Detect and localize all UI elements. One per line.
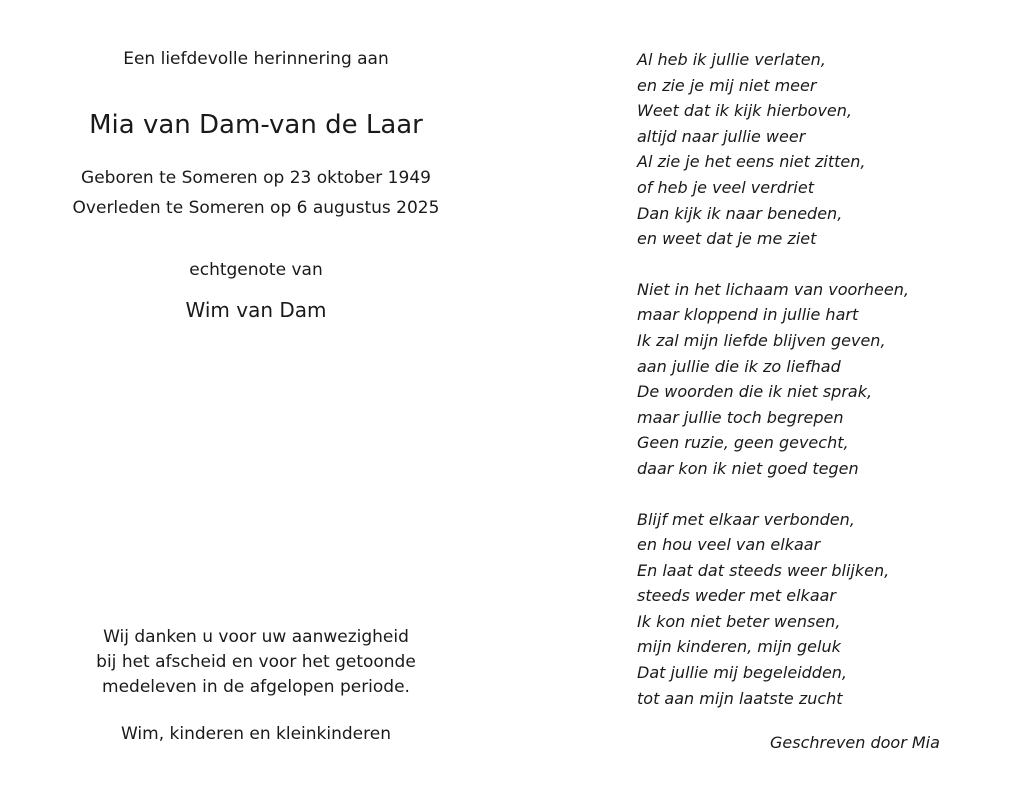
- poem-line: tot aan mijn laatste zucht: [637, 688, 843, 708]
- birth-line: Geboren te Someren op 23 oktober 1949: [81, 168, 431, 188]
- poem-line: Al heb ik jullie verlaten,: [637, 50, 826, 69]
- poem-line: aan jullie die ik zo liefhad: [637, 356, 841, 376]
- thanks-message: [0, 625, 512, 700]
- poem-line: Blijf met elkaar verbonden,: [637, 509, 855, 529]
- deceased-name: Mia van Dam-van de Laar: [89, 110, 423, 140]
- memorial-right-panel: [512, 0, 1024, 804]
- thanks-line: Wij danken u voor uw aanwezigheid: [103, 627, 409, 647]
- spouse-label: echtgenote van: [189, 260, 323, 280]
- poem-line: De woorden die ik niet sprak,: [637, 382, 873, 402]
- poem-line: Ik kon niet beter wensen,: [637, 611, 841, 631]
- poem-line: En laat dat steeds weer blijken,: [637, 560, 890, 580]
- thanks-line: bij het afscheid en voor het getoonde: [96, 652, 416, 672]
- poem-line: Al zie je het eens niet zitten,: [637, 152, 866, 172]
- poem-line: maar jullie toch begrepen: [637, 407, 844, 427]
- poem-line: Geen ruzie, geen gevecht,: [637, 433, 849, 453]
- poem-line: of heb je veel verdriet: [637, 177, 814, 197]
- intro-text: Een liefdevolle herinnering aan: [123, 49, 389, 69]
- poem-line: altijd naar jullie weer: [637, 126, 806, 146]
- poem-line: Dan kijk ik naar beneden,: [637, 203, 843, 223]
- poem-line: Dat jullie mij begeleidden,: [637, 663, 848, 683]
- poem-stanza: [637, 507, 909, 712]
- poem: [637, 47, 909, 711]
- poem-line: en hou veel van elkaar: [637, 535, 821, 555]
- poem-stanza: [637, 277, 909, 482]
- death-line: Overleden te Someren op 6 augustus 2025: [72, 198, 440, 218]
- spouse-name: Wim van Dam: [185, 298, 327, 322]
- poem-line: mijn kinderen, mijn geluk: [637, 637, 841, 657]
- poem-line: maar kloppend in jullie hart: [637, 305, 859, 325]
- poem-line: daar kon ik niet goed tegen: [637, 458, 859, 478]
- poem-line: Ik zal mijn liefde blijven geven,: [637, 330, 886, 350]
- poem-stanza: [637, 47, 909, 252]
- poem-line: en weet dat je me ziet: [637, 229, 817, 249]
- thanks-line: medeleven in de afgelopen periode.: [102, 677, 410, 697]
- poem-line: Weet dat ik kijk hierboven,: [637, 101, 852, 121]
- poem-line: steeds weder met elkaar: [637, 586, 836, 606]
- family-signoff: Wim, kinderen en kleinkinderen: [121, 724, 391, 744]
- poem-author: Geschreven door Mia: [770, 733, 940, 752]
- poem-line: en zie je mij niet meer: [637, 75, 817, 95]
- poem-line: Niet in het lichaam van voorheen,: [637, 279, 909, 299]
